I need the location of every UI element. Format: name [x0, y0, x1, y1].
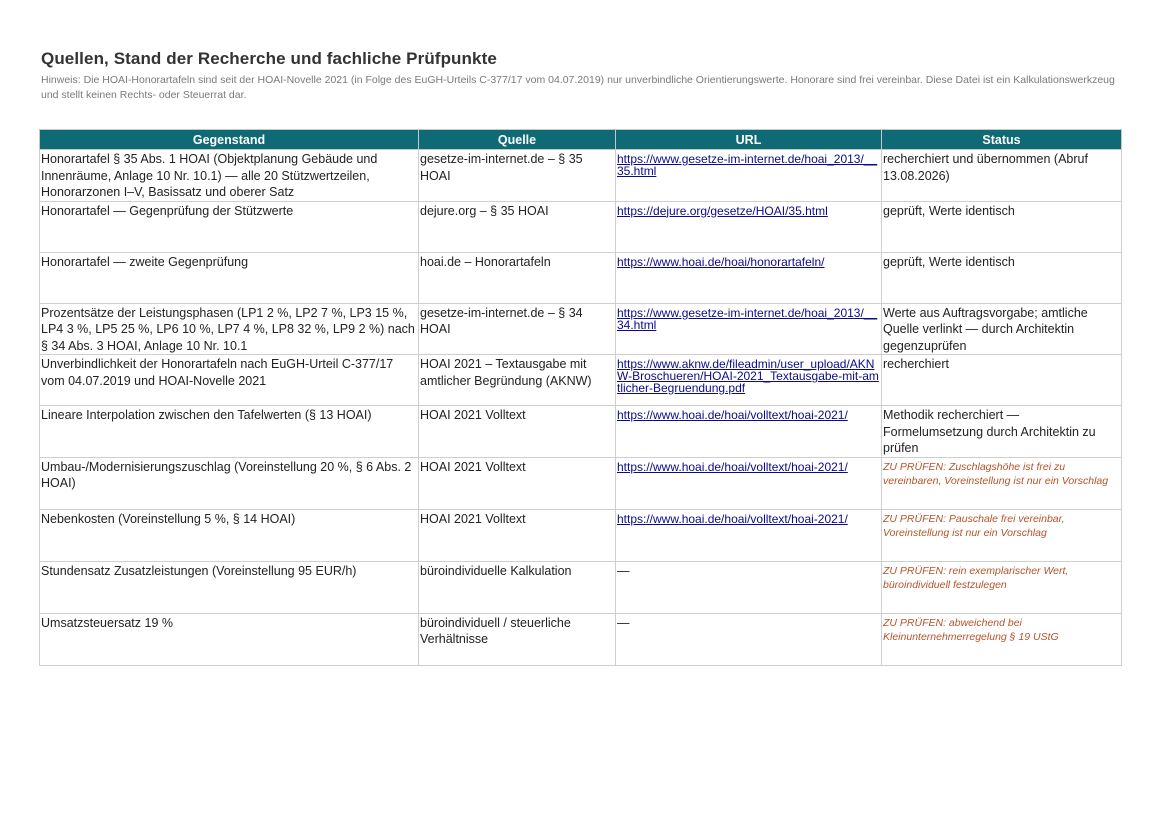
table-body [40, 150, 1122, 666]
table-row [40, 201, 1122, 252]
cell-url [616, 355, 882, 406]
cell-url [616, 201, 882, 252]
table-row [40, 509, 1122, 561]
cell-gegenstand: Stundensatz Zusatzleistungen (Voreinstellung 95 EUR/h) [40, 561, 419, 613]
table-row [40, 457, 1122, 509]
table-row [40, 561, 1122, 613]
cell-url [616, 457, 882, 509]
cell-quelle: HOAI 2021 Volltext [419, 457, 616, 509]
column-header-quelle: Quelle [419, 130, 616, 150]
source-link[interactable]: https://www.gesetze-im-internet.de/hoai_2013/__34.html [617, 305, 878, 332]
cell-status: Werte aus Auftragsvorgabe; amtliche Quelle verlinkt — durch Architektin gegenzuprüfen [882, 303, 1122, 355]
table-row [40, 150, 1122, 202]
cell-quelle: gesetze-im-internet.de – § 35 HOAI [419, 150, 616, 202]
cell-gegenstand: Honorartafel — Gegenprüfung der Stützwerte [40, 201, 419, 252]
page-title: Quellen, Stand der Recherche und fachliche Prüfpunkte [41, 49, 497, 68]
cell-quelle: hoai.de – Honorartafeln [419, 252, 616, 303]
cell-status: recherchiert und übernommen (Abruf 13.08.2026) [882, 150, 1122, 202]
cell-url [616, 150, 882, 202]
cell-status: geprüft, Werte identisch [882, 201, 1122, 252]
source-link[interactable]: https://www.hoai.de/hoai/volltext/hoai-2021/ [617, 459, 848, 474]
cell-quelle: büroindividuell / steuerliche Verhältnisse [419, 613, 616, 665]
table-row [40, 252, 1122, 303]
table-row [40, 613, 1122, 665]
cell-url: — [616, 561, 882, 613]
cell-gegenstand: Nebenkosten (Voreinstellung 5 %, § 14 HOAI) [40, 509, 419, 561]
cell-quelle: HOAI 2021 – Textausgabe mit amtlicher Begründung (AKNW) [419, 355, 616, 406]
cell-status-to-check: ZU PRÜFEN: rein exemplarischer Wert, büroindividuell festzulegen [882, 561, 1122, 613]
source-link[interactable]: https://www.hoai.de/hoai/volltext/hoai-2021/ [617, 408, 848, 422]
source-link[interactable]: https://www.aknw.de/fileadmin/user_upload/AKNW-Broschueren/HOAI-2021_Textausgabe-mit-amtlicher-Begruendung.pdf [617, 357, 879, 395]
cell-url: — [616, 613, 882, 665]
source-link[interactable]: https://www.gesetze-im-internet.de/hoai_2013/__35.html [617, 152, 878, 178]
table-row [40, 355, 1122, 406]
source-link[interactable]: https://dejure.org/gesetze/HOAI/35.html [617, 203, 828, 218]
page-note: Hinweis: Die HOAI-Honorartafeln sind seit der HOAI-Novelle 2021 (in Folge des EuGH-Urteils C-377/17 vom 04.07.2019) nur unverbindliche Orientierungswerte. Honorare sind frei vereinbar. Diese Datei ist ein Kalkulationswerkzeug und stellt keinen Rechts- oder Steuerrat dar. [41, 74, 1115, 101]
source-link[interactable]: https://www.hoai.de/hoai/honorartafeln/ [617, 254, 825, 269]
column-header-gegenstand: Gegenstand [40, 130, 419, 150]
cell-gegenstand: Umbau-/Modernisierungszuschlag (Voreinstellung 20 %, § 6 Abs. 2 HOAI) [40, 457, 419, 509]
header-row [40, 130, 1122, 150]
cell-status: geprüft, Werte identisch [882, 252, 1122, 303]
source-link[interactable]: https://www.hoai.de/hoai/volltext/hoai-2021/ [617, 511, 848, 526]
cell-status-to-check: ZU PRÜFEN: Pauschale frei vereinbar, Voreinstellung ist nur ein Vorschlag [882, 509, 1122, 561]
cell-quelle: dejure.org – § 35 HOAI [419, 201, 616, 252]
cell-status: Methodik recherchiert — Formelumsetzung durch Architektin zu prüfen [882, 406, 1122, 458]
cell-url [616, 303, 882, 355]
cell-gegenstand: Unverbindlichkeit der Honorartafeln nach EuGH-Urteil C-377/17 vom 04.07.2019 und HOAI-Novelle 2021 [40, 355, 419, 406]
cell-url [616, 509, 882, 561]
cell-quelle: gesetze-im-internet.de – § 34 HOAI [419, 303, 616, 355]
cell-gegenstand: Honorartafel § 35 Abs. 1 HOAI (Objektplanung Gebäude und Innenräume, Anlage 10 Nr. 10.1) — alle 20 Stützwertzeilen, Honorarzonen I–V, Basissatz und oberer Satz [40, 150, 419, 202]
cell-url [616, 406, 882, 458]
cell-status-to-check: ZU PRÜFEN: Zuschlagshöhe ist frei zu vereinbaren, Voreinstellung ist nur ein Vorschlag [882, 457, 1122, 509]
cell-quelle: HOAI 2021 Volltext [419, 509, 616, 561]
column-header-status: Status [882, 130, 1122, 150]
cell-quelle: büroindividuelle Kalkulation [419, 561, 616, 613]
cell-status-to-check: ZU PRÜFEN: abweichend bei Kleinunternehmerregelung § 19 UStG [882, 613, 1122, 665]
cell-gegenstand: Honorartafel — zweite Gegenprüfung [40, 252, 419, 303]
table-row [40, 406, 1122, 458]
cell-status: recherchiert [882, 355, 1122, 406]
cell-gegenstand: Umsatzsteuersatz 19 % [40, 613, 419, 665]
cell-quelle: HOAI 2021 Volltext [419, 406, 616, 458]
cell-gegenstand: Lineare Interpolation zwischen den Tafelwerten (§ 13 HOAI) [40, 406, 419, 458]
column-header-url: URL [616, 130, 882, 150]
table-row [40, 303, 1122, 355]
sources-table [39, 129, 1122, 666]
cell-url [616, 252, 882, 303]
cell-gegenstand: Prozentsätze der Leistungsphasen (LP1 2 %, LP2 7 %, LP3 15 %, LP4 3 %, LP5 25 %, LP6 10 %, LP7 4 %, LP8 32 %, LP9 2 %) nach § 34 Abs. 3 HOAI, Anlage 10 Nr. 10.1 [40, 303, 419, 355]
